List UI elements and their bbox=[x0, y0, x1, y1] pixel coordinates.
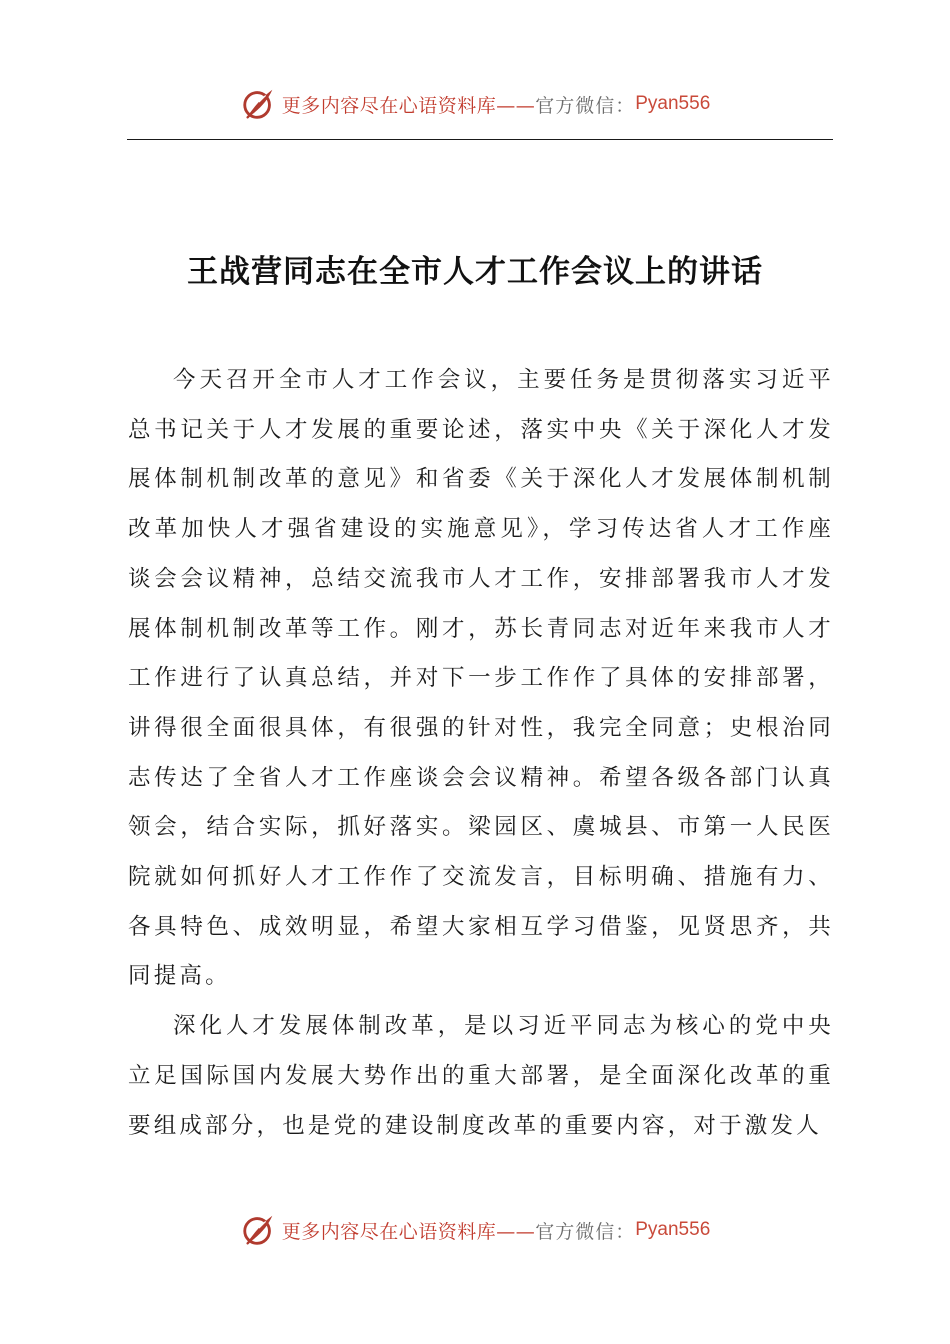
body-paragraph: 今天召开全市人才工作会议，主要任务是贯彻落实习近平总书记关于人才发展的重要论述，落实中央《关于深化人才发展体制机制改革的意见》和省委《关于深化人才发展体制机制改革加快人才强省建设的实施意见》，学习传达省人才工作座谈会会议精神，总结交流我市人才工作，安排部署我市人才发展体制机制改革等工作。刚才，苏长青同志对近年来我市人才工作进行了认真总结，并对下一步工作作了具体的安排部署，讲得很全面很具体，有很强的针对性，我完全同意；史根治同志传达了全省人才工作座谈会会议精神。希望各级各部门认真领会，结合实际，抓好落实。梁园区、虞城县、市第一人民医院就如何抓好人才工作作了交流发言，目标明确、措施有力、各具特色、成效明显，希望大家相互学习借鉴，见贤思齐，共同提高。 bbox=[128, 367, 834, 990]
header-promo-text: 更多内容尽在心语资料库—— bbox=[281, 94, 536, 117]
quill-logo-icon bbox=[240, 85, 278, 123]
document-title: 王战营同志在全市人才工作会议上的讲话 bbox=[187, 254, 763, 290]
footer-banner bbox=[0, 1210, 950, 1250]
footer-wechat-label: 官方微信： bbox=[535, 1220, 636, 1243]
document-body bbox=[128, 356, 834, 1151]
header-banner bbox=[0, 84, 950, 124]
header-wechat-label: 官方微信： bbox=[535, 94, 636, 117]
footer-wechat-id: Pyan556 bbox=[635, 1219, 711, 1240]
footer-promo-text: 更多内容尽在心语资料库—— bbox=[281, 1220, 536, 1243]
body-paragraph: 深化人才发展体制改革，是以习近平同志为核心的党中央立足国际国内发展大势作出的重大部署，是全面深化改革的重要组成部分，也是党的建设制度改革的重要内容，对于激发人 bbox=[128, 1013, 834, 1139]
header-divider bbox=[127, 139, 833, 140]
header-wechat-id: Pyan556 bbox=[635, 93, 711, 114]
quill-logo-icon bbox=[240, 1211, 278, 1249]
